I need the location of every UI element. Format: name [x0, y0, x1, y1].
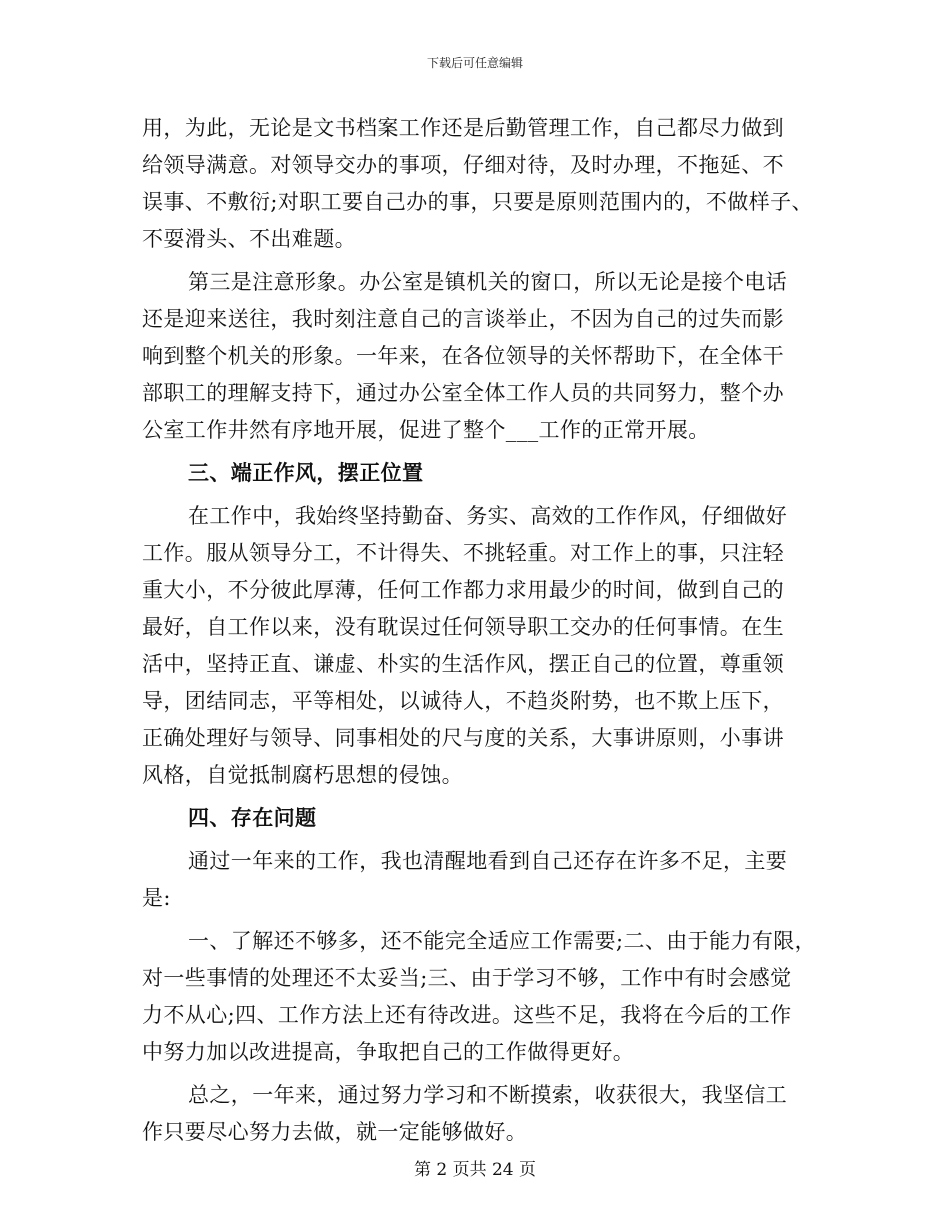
paragraph-start-line: 第三是注意形象。办公室是镇机关的窗口，所以无论是接个电话 — [188, 270, 788, 294]
paragraph-start-line: 总之，一年来，通过努力学习和不断摸索，收获很大，我坚信工 — [188, 1083, 788, 1107]
text-line: 重大小，不分彼此厚薄，任何工作都力求用最少的时间，做到自己的 — [142, 578, 784, 602]
text-line: 最好，自工作以来，没有耽误过任何领导职工交办的任何事情。在生 — [142, 615, 784, 639]
section-heading: 四、存在问题 — [188, 806, 317, 830]
paragraph-start-line: 通过一年来的工作，我也清醒地看到自己还存在许多不足，主要 — [188, 849, 788, 873]
paragraph-start-line: 一、了解还不够多，还不能完全适应工作需要;二、由于能力有限， — [188, 929, 817, 953]
document-body — [142, 110, 822, 1151]
text-line: 风格，自觉抵制腐朽思想的侵蚀。 — [142, 763, 463, 787]
text-line: 正确处理好与领导、同事相处的尺与度的关系，大事讲原则，小事讲 — [142, 726, 784, 750]
page-header-note: 下载后可任意编辑 — [426, 56, 523, 70]
text-line: 响到整个机关的形象。一年来，在各位领导的关怀帮助下，在全体干 — [142, 344, 784, 368]
text-line: 给领导满意。对领导交办的事项，仔细对待，及时办理，不拖延、不 — [142, 153, 784, 177]
text-line: 导，团结同志，平等相处，以诚待人，不趋炎附势，也不欺上压下， — [142, 689, 784, 713]
page-number-footer: 第 2 页共 24 页 — [413, 1160, 537, 1180]
text-line: 不耍滑头、不出难题。 — [142, 227, 356, 251]
text-line: 活中，坚持正直、谦虚、朴实的生活作风，摆正自己的位置，尊重领 — [142, 652, 784, 676]
text-line: 误事、不敷衍;对职工要自己办的事，只要是原则范围内的，不做样子、 — [142, 190, 813, 214]
text-line: 是: — [142, 886, 171, 910]
text-line: 用，为此，无论是文书档案工作还是后勤管理工作，自己都尽力做到 — [142, 116, 784, 140]
text-line: 中努力加以改进提高，争取把自己的工作做得更好。 — [142, 1040, 635, 1064]
text-line: 工作。服从领导分工，不计得失、不挑轻重。对工作上的事，只注轻 — [142, 541, 784, 565]
text-line: 部职工的理解支持下，通过办公室全体工作人员的共同努力，整个办 — [142, 381, 784, 405]
text-line: 公室工作井然有序地开展，促进了整个___工作的正常开展。 — [142, 418, 710, 442]
text-line: 还是迎来送往，我时刻注意自己的言谈举止，不因为自己的过失而影 — [142, 307, 784, 331]
text-line: 对一些事情的处理还不太妥当;三、由于学习不够，工作中有时会感觉 — [142, 966, 792, 990]
text-line: 力不从心;四、工作方法上还有待改进。这些不足，我将在今后的工作 — [142, 1003, 792, 1027]
section-heading: 三、端正作风，摆正位置 — [188, 461, 424, 485]
text-line: 作只要尽心努力去做，就一定能够做好。 — [142, 1120, 528, 1144]
paragraph-start-line: 在工作中，我始终坚持勤奋、务实、高效的工作作风，仔细做好 — [188, 504, 788, 528]
